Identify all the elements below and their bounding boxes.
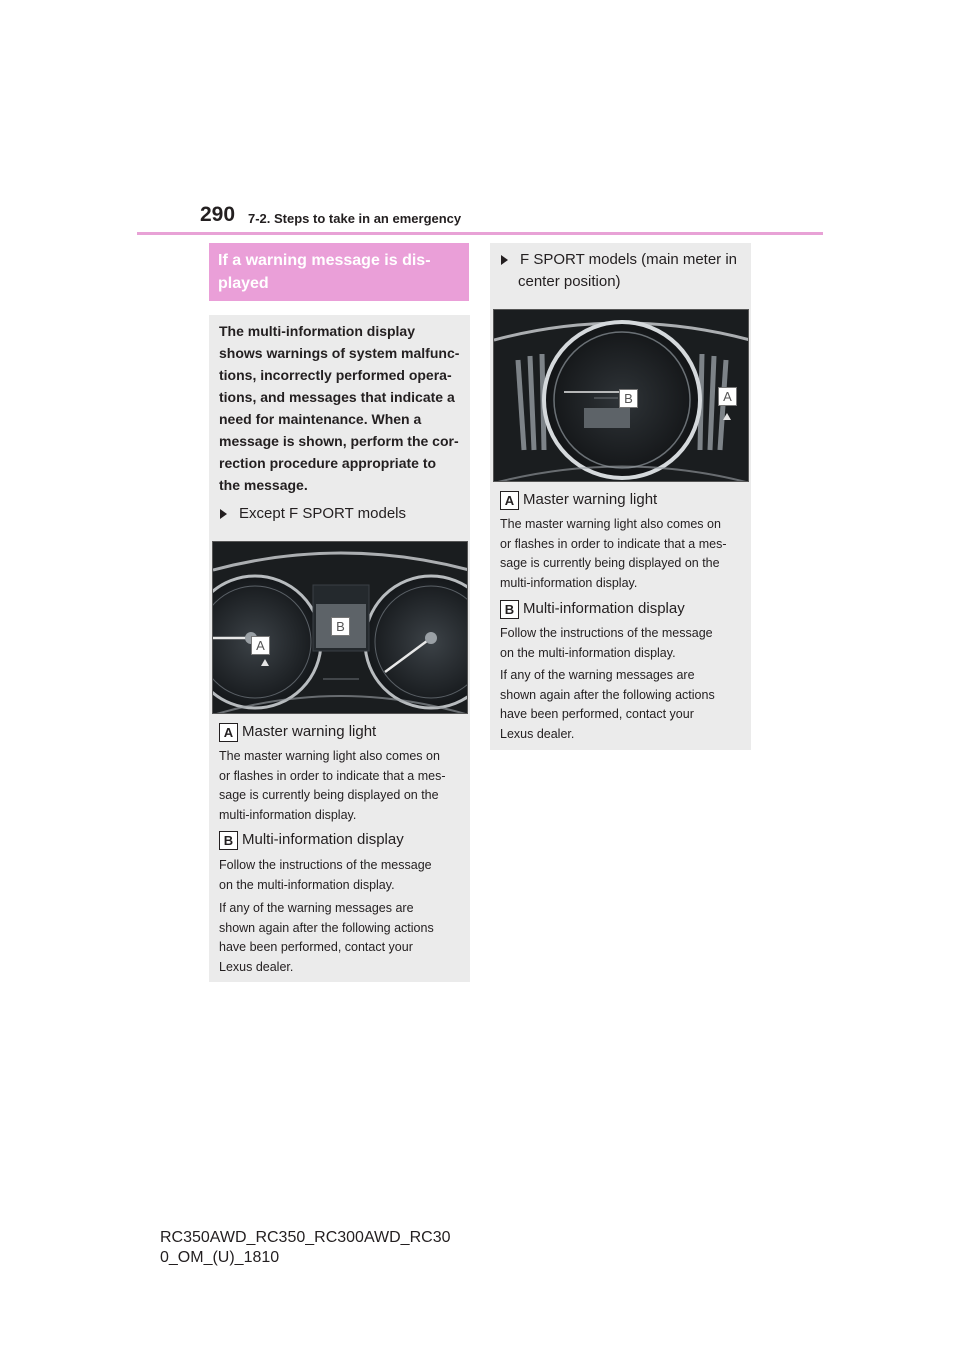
section-title: 7-2. Steps to take in an emergency <box>248 211 462 226</box>
item-title-master-warning: Master warning light <box>242 723 377 740</box>
intro-line: the message. <box>219 477 308 493</box>
label-a: A <box>219 723 238 742</box>
intro-line: tions, incorrectly performed opera- <box>219 367 452 383</box>
body-line: multi-information display. <box>219 807 357 822</box>
body-line: If any of the warning messages are <box>500 668 695 682</box>
body-line: shown again after the following actions <box>500 687 715 702</box>
callout-b-right: B <box>619 389 638 408</box>
item-body-multi-info-contact <box>219 899 434 977</box>
body-line: Follow the instructions of the message <box>219 858 432 872</box>
item-body-master-warning <box>219 747 446 825</box>
instrument-cluster-standard-illustration <box>212 541 468 714</box>
bullet-except-fsport <box>220 503 406 525</box>
item-body-master-warning <box>500 515 727 593</box>
item-title-multi-info: Multi-information display <box>523 600 685 617</box>
body-line: If any of the warning messages are <box>219 901 414 915</box>
callout-a-left: A <box>251 636 270 655</box>
body-line: Lexus dealer. <box>219 959 294 974</box>
bullet-triangle-icon <box>501 255 508 265</box>
body-line: Follow the instructions of the message <box>500 626 713 640</box>
body-line: or flashes in order to indicate that a mes- <box>219 768 446 783</box>
item-title-multi-info: Multi-information display <box>242 831 404 848</box>
footer-line-1: RC350AWD_RC350_RC300AWD_RC30 <box>160 1229 451 1246</box>
intro-text <box>219 320 467 496</box>
callout-b-left: B <box>331 617 350 636</box>
intro-line: need for maintenance. When a <box>219 411 422 427</box>
intro-line: message is shown, perform the cor- <box>219 433 459 449</box>
bullet-label: F SPORT models (main meter in <box>520 251 738 268</box>
intro-line: The multi-information display <box>219 323 416 339</box>
section-banner <box>209 243 469 301</box>
body-line: sage is currently being displayed on the <box>219 788 439 802</box>
item-title-master-warning: Master warning light <box>523 491 658 508</box>
label-b: B <box>500 600 519 619</box>
item-body-multi-info-contact <box>500 666 715 744</box>
body-line: multi-information display. <box>500 575 638 590</box>
banner-line-2: played <box>218 275 269 292</box>
body-line: The master warning light also comes on <box>500 517 721 531</box>
document-footer <box>160 1228 450 1268</box>
header-rule <box>137 232 823 235</box>
callout-a-right: A <box>718 387 737 406</box>
body-line: shown again after the following actions <box>219 920 434 935</box>
page-number: 290 <box>200 203 236 226</box>
body-line: Lexus dealer. <box>500 726 575 741</box>
bullet-label: Except F SPORT models <box>239 505 407 522</box>
label-b: B <box>219 831 238 850</box>
bullet-fsport <box>501 249 737 293</box>
banner-line-1: If a warning message is dis- <box>218 252 431 269</box>
label-a: A <box>500 491 519 510</box>
bullet-label-cont: center position) <box>518 273 621 290</box>
footer-line-2: 0_OM_(U)_1810 <box>160 1249 280 1266</box>
body-line: have been performed, contact your <box>500 707 694 721</box>
intro-line: rection procedure appropriate to <box>219 455 437 471</box>
intro-line: shows warnings of system malfunc- <box>219 345 460 361</box>
instrument-cluster-fsport-illustration <box>493 309 749 482</box>
bullet-triangle-icon <box>220 509 227 519</box>
item-body-multi-info <box>219 856 432 895</box>
body-line: The master warning light also comes on <box>219 749 440 763</box>
body-line: on the multi-information display. <box>500 645 676 660</box>
intro-line: tions, and messages that indicate a <box>219 389 455 405</box>
body-line: sage is currently being displayed on the <box>500 556 720 570</box>
body-line: have been performed, contact your <box>219 940 413 954</box>
body-line: on the multi-information display. <box>219 877 395 892</box>
body-line: or flashes in order to indicate that a mes- <box>500 536 727 551</box>
item-body-multi-info <box>500 624 713 663</box>
